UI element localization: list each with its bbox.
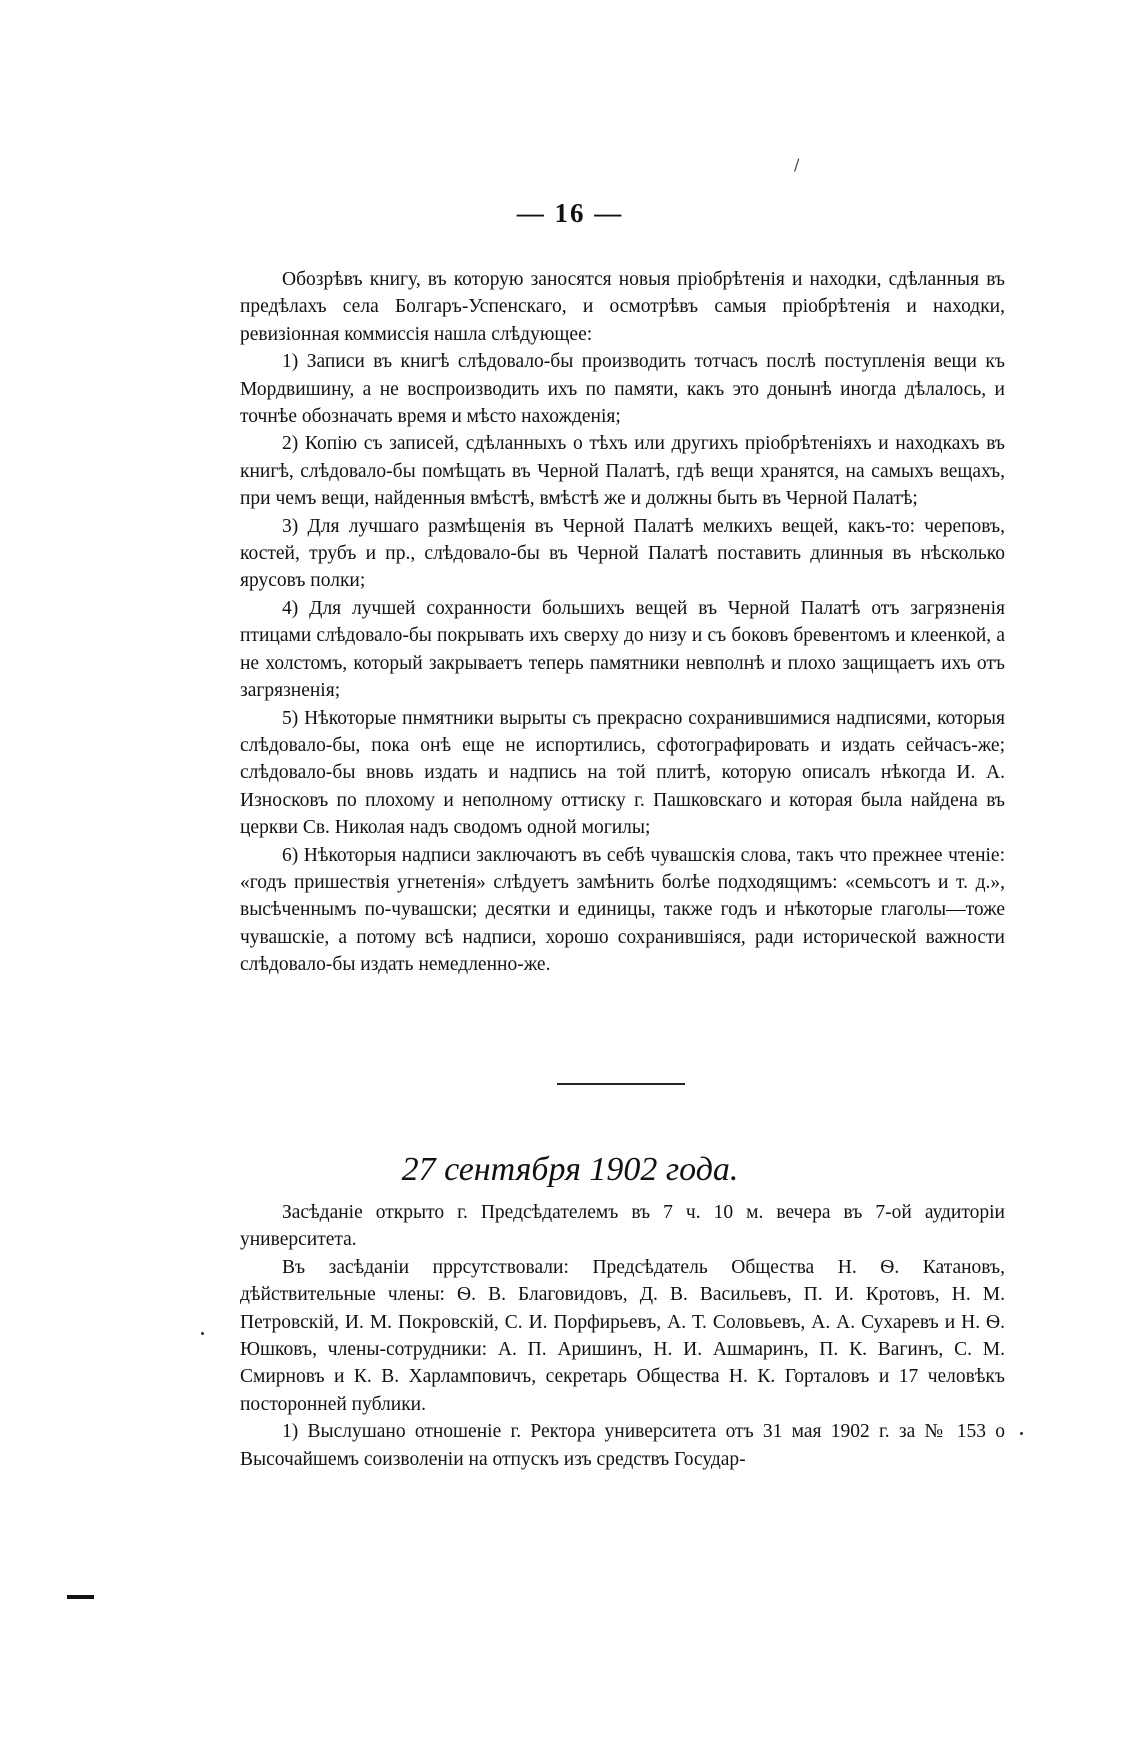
meeting-minutes [240,1199,1005,1473]
margin-mark [67,1595,94,1599]
page-number: — 16 — [516,198,624,228]
meeting-date-heading: 27 сентября 1902 года. [401,1151,739,1188]
finding-item-2: 2) Копію съ записей, сдѣланныхъ о тѣхъ или другихъ пріобрѣтеніяхъ и находкахъ въ книгѣ, слѣдовало-бы помѣщать въ Черной Палатѣ, гдѣ вещи хранятся, на самыхъ вещахъ, при чемъ вещи, найденныя вмѣстѣ, вмѣстѣ же и должны быть въ Черной Палатѣ; [240,433,1005,510]
attendance-list: Въ засѣданіи прpсутствовали: Предсѣдатель Общества Н. Ѳ. Катановъ, дѣйствительные члены: Ѳ. В. Благовидовъ, Д. В. Васильевъ, П. И. Кротовъ, Н. М. Петровскій, И. М. Покровскій, С. И. Порфирьевъ, А. Т. Соловьевъ, А. А. Сухаревъ и Н. Ѳ. Юшковъ, члены-сотрудники: А. П. Аришинъ, Н. И. Ашмаринъ, П. К. Вагинъ, С. М. Смирновъ и К. В. Харламповичъ, секретарь Общества Н. К. Горталовъ и 17 человѣкъ посторонней публики. [240,1256,1005,1415]
finding-item-6: 6) Нѣкоторыя надписи заключаютъ въ себѣ чувашскія слова, такъ что прежнее чтеніе: «годъ пришествія угнетенія» слѣдуетъ замѣнить болѣе подходящимъ: «семьсотъ и т. д.», высѣченнымъ по-чувашски; десятки и единицы, также годъ и нѣкоторые глаголы—тоже чувашскіе, а потому всѣ надписи, хорошо сохранившіяся, ради исторической важности слѣдовало-бы издать немедленно-же. [240,844,1005,976]
finding-item-1: 1) Записи въ книгѣ слѣдовало-бы производить тотчасъ послѣ поступленія вещи къ Мордвишину, а не воспроизводить ихъ по памяти, какъ это донынѣ иногда дѣлалось, и точнѣе обозначать время и мѣсто нахожденія; [240,351,1005,428]
intro-paragraph: Обозрѣвъ книгу, въ которую заносятся новыя пріобрѣтенія и находки, сдѣланныя въ предѣлахъ села Болгаръ-Успенскаго, и осмотрѣвъ самыя пріобрѣтенія и находки, ревизіонная коммиссія нашла слѣдующее: [240,269,1005,345]
speck [1020,1432,1023,1435]
finding-item-3: 3) Для лучшаго размѣщенія въ Черной Палатѣ мелкихъ вещей, какъ-то: череповъ, костей, трубъ и пр., слѣдовало-бы въ Черной Палатѣ поставить длинныя въ нѣсколько ярусовъ полки; [240,515,1005,592]
meeting-opening: Засѣданіе открыто г. Предсѣдателемъ въ 7 ч. 10 м. вечера въ 7-ой аудиторіи университета. [240,1202,1005,1251]
finding-item-5: 5) Нѣкоторые пнмятники вырыты съ прекрасно сохранившимися надписями, которыя слѣдовало-бы, пока онѣ еще не испортились, сфотографировать и издать сейчасъ-же; слѣдовало-бы вновь издать и надпись на той плитѣ, которую описалъ нѣкогда И. А. Износковъ по плохому и неполному оттиску г. Пашковскаго и которая была найдена въ церкви Св. Николая надъ сводомъ одной могилы; [240,707,1005,839]
section-divider [557,1083,685,1085]
revision-findings [240,266,1005,979]
minutes-item-1: 1) Выслушано отношеніе г. Ректора университета отъ 31 мая 1902 г. за № 153 о Высочайшемъ соизволеніи на отпускъ изъ средствъ Государ- [240,1421,1005,1470]
finding-item-4: 4) Для лучшей сохранности большихъ вещей въ Черной Палатѣ отъ загрязненія птицами слѣдовало-бы покрывать ихъ сверху до низу и съ боковъ бревентомъ и клеенкой, а не холстомъ, который закрываетъ теперь памятники невполнѣ и плохо защищаетъ ихъ отъ загрязненія; [240,597,1005,702]
stray-mark: / [794,155,800,174]
speck [201,1332,204,1335]
